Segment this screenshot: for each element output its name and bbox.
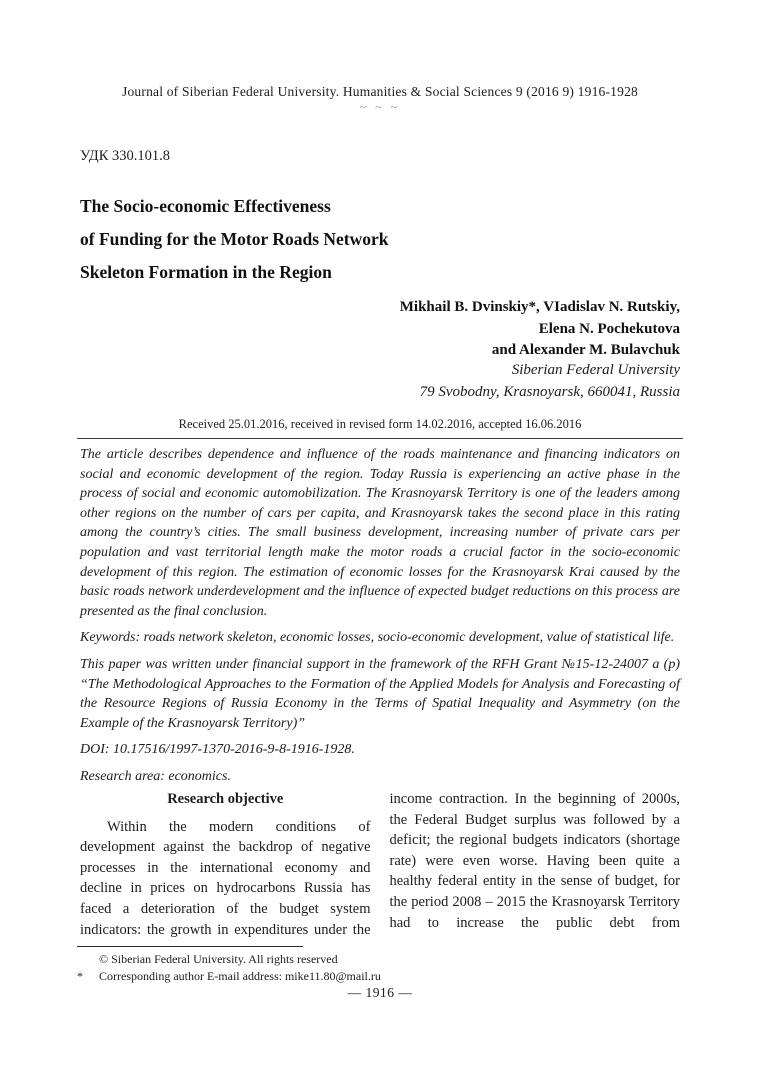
doi-text: DOI: 10.17516/1997-1370-2016-9-8-1916-1928.	[80, 742, 355, 758]
asterisk-marker: *	[77, 968, 83, 983]
copyright-line: © Siberian Federal University. All rights reserved	[99, 952, 338, 966]
tilde-separator: ~ ~ ~	[359, 100, 401, 114]
front-matter	[80, 445, 680, 794]
right-column	[390, 789, 681, 940]
section-heading: Research objective	[167, 791, 284, 807]
corresponding-author-text: Corresponding author E-mail address: mike11.80@mail.ru	[99, 968, 381, 983]
authors	[80, 297, 680, 362]
footnote-block	[77, 946, 677, 984]
keywords-text: Keywords: roads network skeleton, economic losses, socio-economic development, value of statistical life.	[80, 630, 675, 646]
right-column-paragraph: income contraction. In the beginning of 2000s, the Federal Budget surplus was followed by a deficit; the regional budgets indicators (shortage rate) were even worse. Having been quite a healthy federal entity in the sense of budget, for the period 2008 – 2015 the Krasnoyarsk Territory had to increase the public debt from	[389, 791, 680, 931]
received-dates: Received 25.01.2016, received in revised form 14.02.2016, accepted 16.06.2016	[178, 417, 582, 431]
authors-line-1: Mikhail B. Dvinskiy*, VIadislav N. Rutskiy,	[399, 299, 680, 315]
authors-line-3: and Alexander M. Bulavchuk	[491, 342, 680, 358]
journal-header: Journal of Siberian Federal University. Humanities & Social Sciences 9 (2016 9) 1916-1928	[122, 84, 638, 99]
article-title-line-1: The Socio-economic Effectiveness	[80, 196, 331, 216]
affiliation-line-2: 79 Svobodny, Krasnoyarsk, 660041, Russia	[419, 383, 680, 400]
footnote-rule	[77, 946, 303, 947]
left-column	[80, 789, 371, 940]
udc-code: УДК 330.101.8	[80, 148, 170, 164]
body-columns	[80, 789, 680, 940]
header-divider-rule	[77, 438, 683, 439]
left-column-paragraph: Within the modern conditions of development against the backdrop of negative processes in the international economy and decline in prices on hydrocarbons Russia has faced a deterioration of the budget system indicators: the growth in expenditures under the	[80, 818, 371, 938]
abstract-text: The article describes dependence and influence of the roads maintenance and financing indicators on social and economic development of the region. Today Russia is experiencing an active phase in the process of social and economic automobilization. The Krasnoyarsk Territory is one of the leaders among other regions on the number of cars per capita, and Krasnoyarsk takes the second place in this rating among the country’s cities. The small business development, increasing number of private cars per population and vast territorial length make the motor roads a crucial factor in the socio-economic development of this region. The estimation of economic losses for the Krasnoyarsk Krai caused by the basic roads network underdevelopment and the influence of expected budget reductions on this process are presented as the final conclusion.	[80, 447, 680, 619]
article-title	[80, 190, 680, 289]
authors-line-2: Elena N. Pochekutova	[538, 320, 680, 337]
article-title-line-2: of Funding for the Motor Roads Network	[80, 229, 389, 249]
affiliation	[80, 360, 680, 403]
affiliation-line-1: Siberian Federal University	[511, 362, 680, 378]
funding-text: This paper was written under financial support in the framework of the RFH Grant №15-12-24007 a (p) “The Methodological Approaches to the Formation of the Applied Models for Analysis and Forecasting of the Resource Regions of Russia Economy in the Terms of Spatial Inequality and Asymmetry (on the Example of the Krasnoyarsk Territory)”	[80, 656, 680, 731]
research-area-text: Research area: economics.	[80, 768, 231, 784]
page-number: — 1916 —	[347, 985, 413, 1000]
corresponding-author-line	[77, 968, 677, 985]
article-title-line-3: Skeleton Formation in the Region	[80, 262, 332, 282]
